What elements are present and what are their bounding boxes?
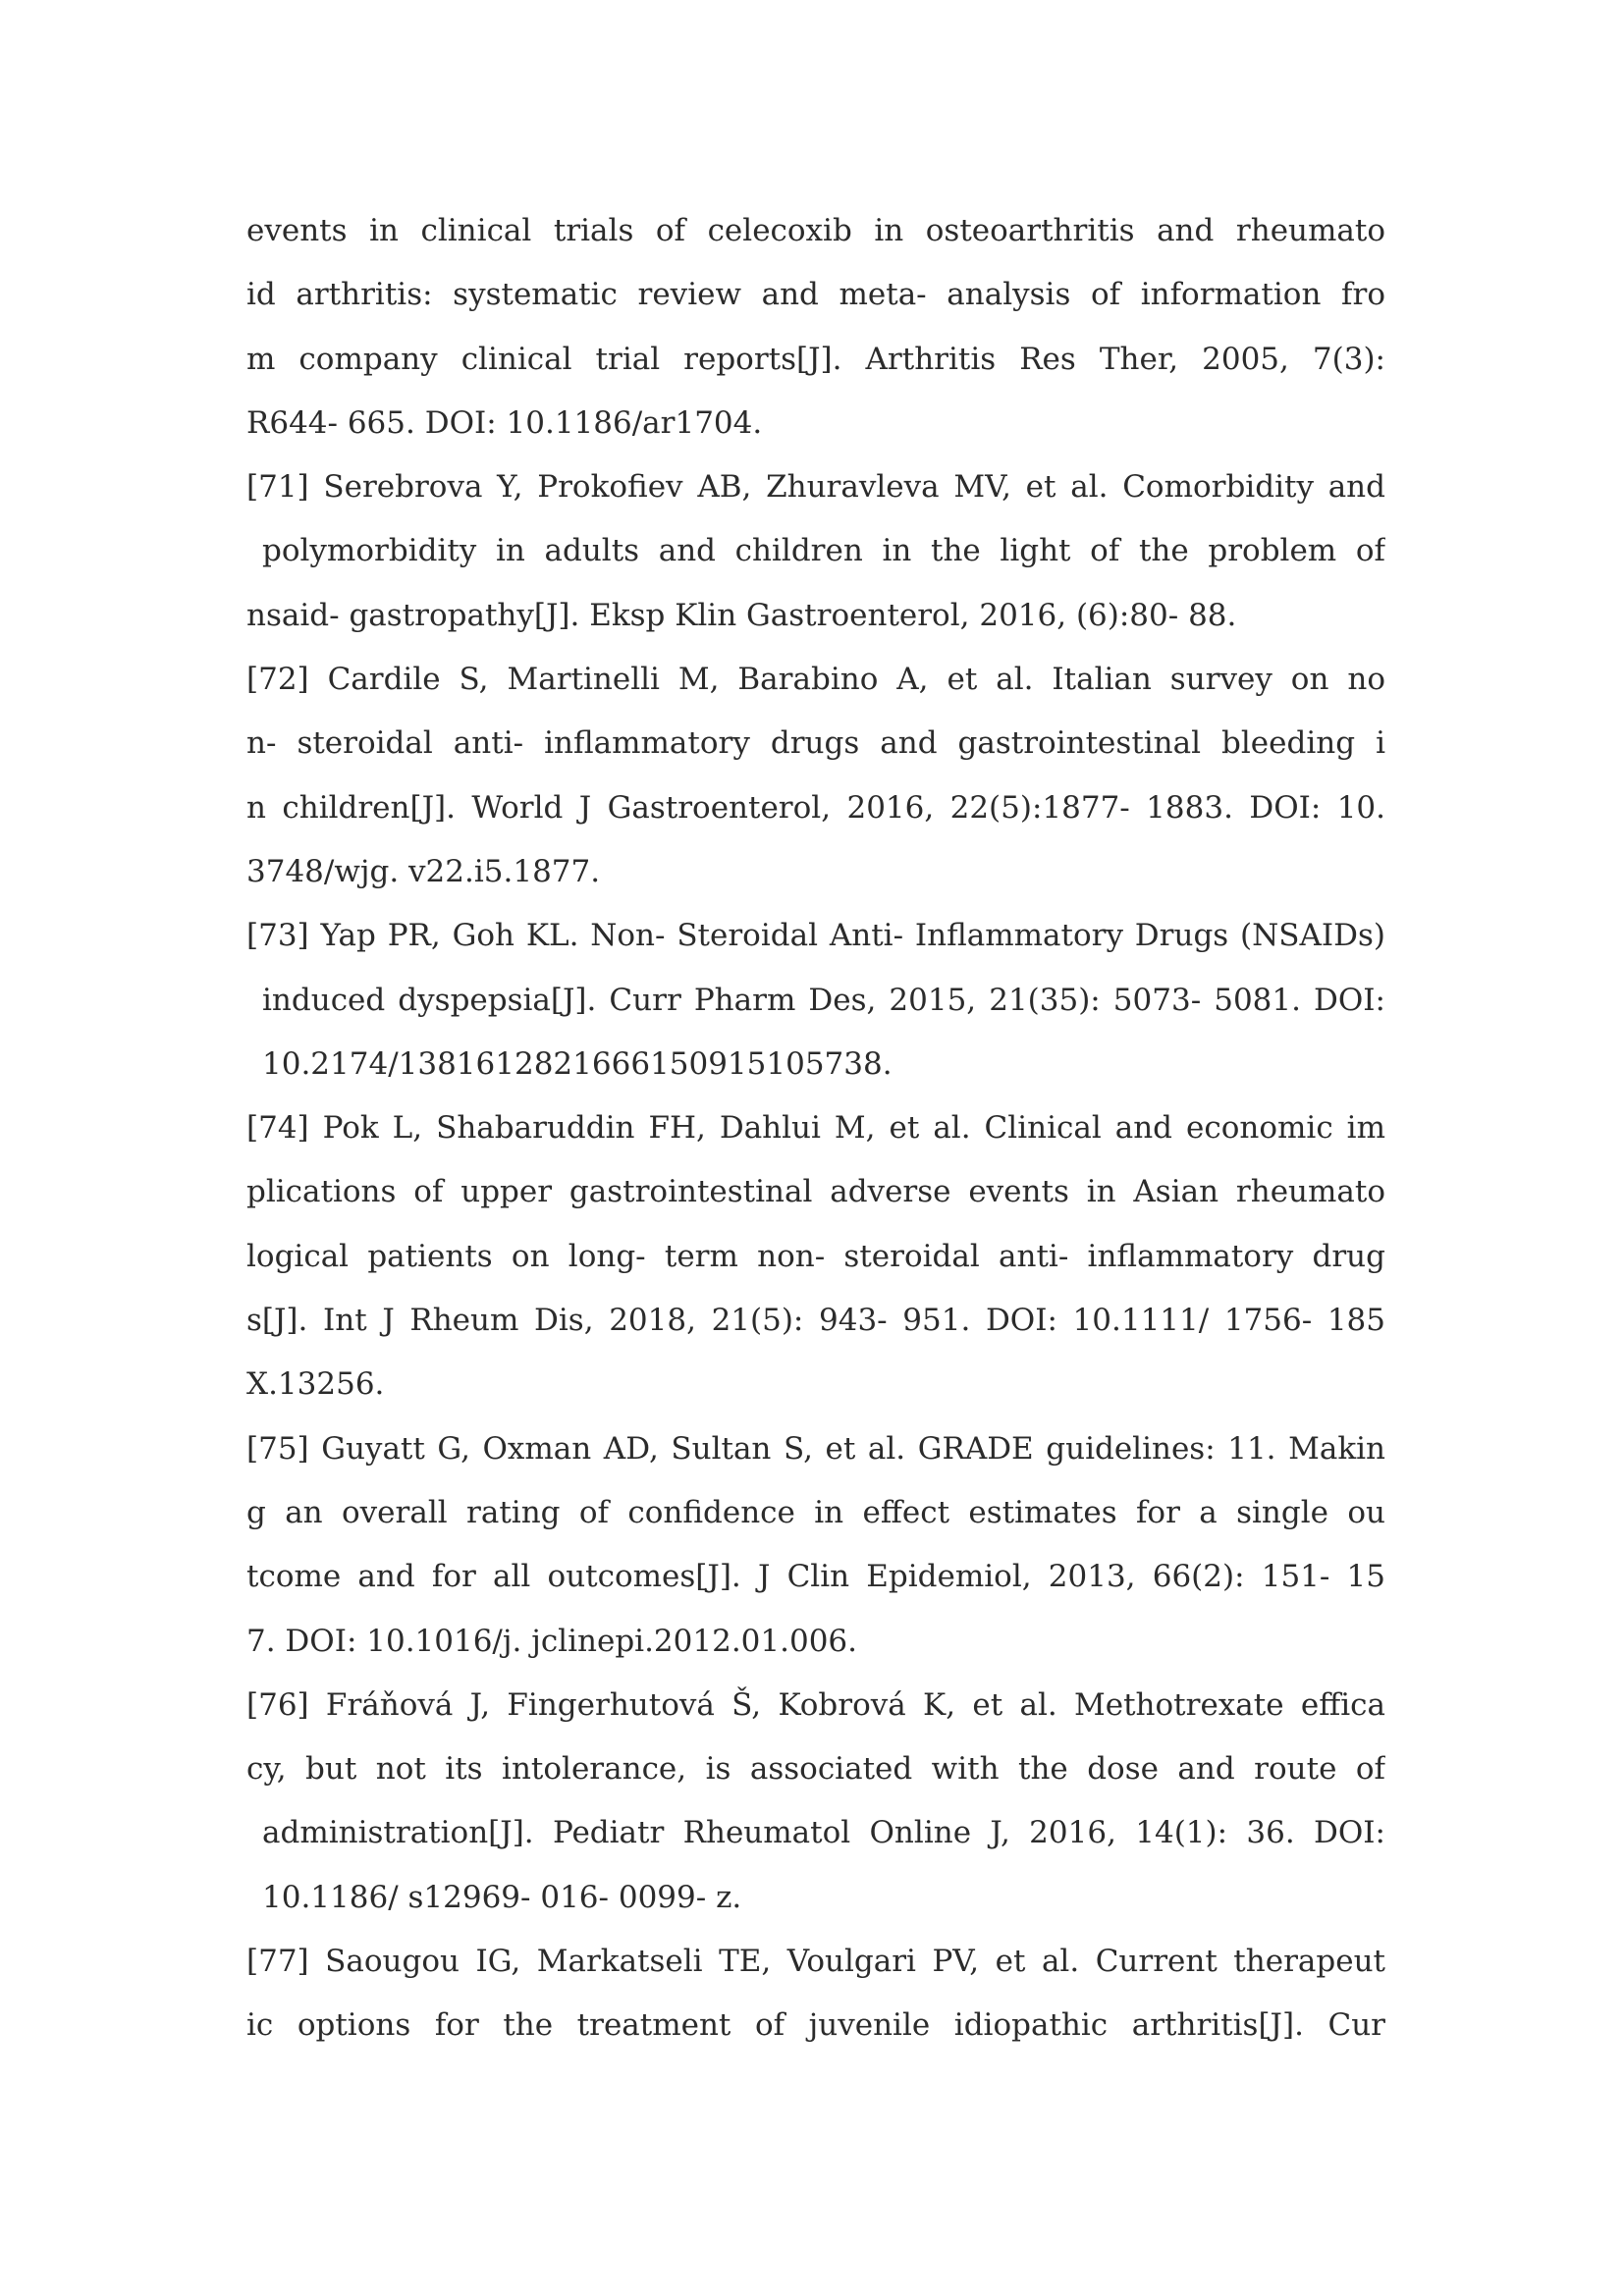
reference-text-line: induced dyspepsia[J]. Curr Pharm Des, 2015, 21(35): 5073- 5081. DOI: [262, 982, 1385, 1018]
reference-text-line: administration[J]. Pediatr Rheumatol Online J, 2016, 14(1): 36. DOI: [262, 1815, 1385, 1851]
reference-text-line: plications of upper gastrointestinal adverse events in Asian rheumato [246, 1174, 1385, 1210]
reference-text-line: [77] Saougou IG, Markatseli TE, Voulgari PV, et al. Current therapeut [246, 1944, 1385, 1980]
reference-text-line: R644- 665. DOI: 10.1186/ar1704. [246, 404, 763, 441]
reference-text-line: s[J]. Int J Rheum Dis, 2018, 21(5): 943- 951. DOI: 10.1111/ 1756- 185 [246, 1303, 1385, 1339]
reference-text-line: [73] Yap PR, Goh KL. Non- Steroidal Anti- Inflammatory Drugs (NSAIDs) [246, 918, 1385, 954]
reference-text-line: [75] Guyatt G, Oxman AD, Sultan S, et al. GRADE guidelines: 11. Makin [246, 1430, 1385, 1467]
reference-text-line: logical patients on long- term non- steroidal anti- inflammatory drug [246, 1238, 1385, 1274]
reference-text-line: id arthritis: systematic review and meta- analysis of information fro [246, 277, 1385, 313]
reference-text-line: [74] Pok L, Shabaruddin FH, Dahlui M, et al. Clinical and economic im [246, 1110, 1385, 1147]
reference-text-line: g an overall rating of confidence in effect estimates for a single ou [246, 1494, 1385, 1530]
reference-text-line: ic options for the treatment of juvenile idiopathic arthritis[J]. Cur [246, 2007, 1385, 2044]
reference-text-line: events in clinical trials of celecoxib in osteoarthritis and rheumato [246, 213, 1385, 248]
reference-text-line: 3748/wjg. v22.i5.1877. [246, 853, 601, 889]
reference-text-line: m company clinical trial reports[J]. Arthritis Res Ther, 2005, 7(3): [246, 341, 1385, 377]
reference-text-line: nsaid- gastropathy[J]. Eksp Klin Gastroenterol, 2016, (6):80- 88. [246, 597, 1237, 633]
reference-list [246, 207, 1385, 2066]
reference-text-line: cy, but not its intolerance, is associated with the dose and route of [246, 1751, 1385, 1788]
reference-text-line: [76] Fráňová J, Fingerhutová Š, Kobrová K, et al. Methotrexate effica [246, 1686, 1385, 1723]
reference-text-line: 10.1186/ s12969- 016- 0099- z. [262, 1879, 742, 1915]
reference-text-line: 10.2174/1381612821666150915105738. [262, 1045, 893, 1082]
reference-text-line: polymorbidity in adults and children in the light of the problem of [262, 533, 1385, 569]
reference-text-line: X.13256. [246, 1366, 385, 1403]
reference-text-line: [71] Serebrova Y, Prokofiev AB, Zhuravleva MV, et al. Comorbidity and [246, 469, 1385, 506]
reference-text-line: [72] Cardile S, Martinelli M, Barabino A, et al. Italian survey on no [246, 662, 1385, 698]
reference-text-line: n children[J]. World J Gastroenterol, 2016, 22(5):1877- 1883. DOI: 10. [246, 789, 1385, 826]
reference-text-line: 7. DOI: 10.1016/j. jclinepi.2012.01.006. [246, 1623, 857, 1659]
reference-text-line: tcome and for all outcomes[J]. J Clin Epidemiol, 2013, 66(2): 151- 15 [246, 1559, 1385, 1595]
reference-text-line: n- steroidal anti- inflammatory drugs and gastrointestinal bleeding i [246, 725, 1385, 762]
